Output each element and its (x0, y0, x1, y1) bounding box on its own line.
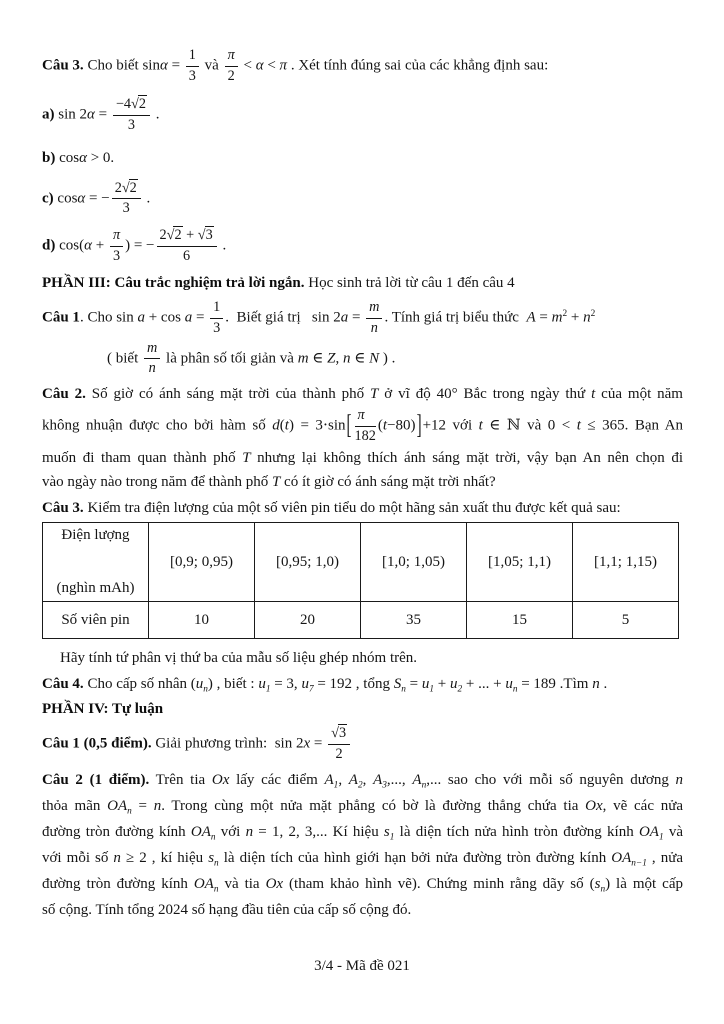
math-variable: π (227, 47, 235, 63)
subscript: n (600, 884, 606, 894)
math-variable: t (576, 417, 581, 434)
text-line: không nhuận được cho bởi hàm số d(t) = 3⋅sin[ $\frac{\pi}{182}$ (t−80)]+12 với t ∈ ℕ và 0 < t ≤ 365. Bạn An (42, 406, 683, 446)
bold-text: PHẦN III: Câu trắc nghiệm trả lời ngắn. (42, 275, 305, 292)
bold-text: b) (42, 149, 56, 166)
math-variable: m (297, 350, 309, 367)
text-line: Hãy tính tứ phân vị thứ ba của mẫu số liệu ghép nhóm trên. (60, 650, 418, 667)
square-root (122, 179, 138, 196)
math-variable: u (258, 676, 266, 693)
block-p4q1 (42, 724, 683, 764)
math-variable: t (591, 386, 596, 403)
subscript: 2 (457, 684, 463, 695)
math-variable: u (301, 676, 309, 693)
header-line-1: (nghìn mAh) (56, 580, 135, 597)
text-line: đường tròn đường kính $OA_n$ với n = 1, 2, 3,... Kí hiệu $s_1$ là diện tích nửa hình tròn đường kính $OA_1$ và (42, 823, 683, 842)
fraction (109, 227, 124, 264)
subscript: n (421, 780, 427, 790)
denominator: 182 (354, 427, 376, 444)
math-variable: π (357, 407, 365, 424)
count-cell-4: 5 (573, 602, 679, 639)
page-footer (0, 958, 724, 975)
superscript: 2 (590, 309, 596, 320)
math-variable: α (77, 190, 86, 207)
block-p3q4 (42, 672, 683, 696)
math-variable: Ox (211, 771, 230, 788)
math-variable: α (84, 237, 92, 254)
numerator: 2√2 (112, 180, 141, 200)
text-line: b) cosα > 0. (42, 149, 115, 166)
numerator (110, 227, 123, 247)
math-variable: α (159, 57, 168, 74)
numerator: −4√2 (113, 96, 150, 116)
subscript: n (401, 684, 406, 695)
math-variable: a (184, 309, 193, 326)
bold-text: Câu 4. (42, 676, 84, 693)
math-variable: n (148, 360, 156, 377)
math-variable: u (195, 676, 204, 693)
block-p3q3 (42, 496, 683, 520)
header-cell (43, 523, 149, 602)
bold-text: d) (42, 237, 56, 254)
radical-sign: √ (331, 725, 338, 742)
denominator: 3 (122, 200, 130, 217)
frequency-table (42, 522, 679, 639)
text-line: Câu 2. Số giờ có ánh sáng mặt trời của thành phố T ở vĩ độ 40° Bắc trong ngày thứ t của một năm (42, 386, 683, 403)
range-cell-0: [0,9; 0,95) (149, 523, 255, 602)
math-variable: s (594, 875, 601, 892)
block-q3c (42, 179, 683, 219)
block-p4head (42, 697, 683, 721)
subscript: n−1 (631, 858, 647, 868)
denominator: 2 (335, 746, 343, 763)
radical-sign: √ (121, 179, 129, 196)
math-variable: n (592, 676, 600, 693)
header-cell-inner (45, 525, 146, 599)
big-bracket: [ (346, 411, 352, 442)
numerator: 2√2 + √3 (157, 227, 217, 247)
radicand: 3 (338, 725, 347, 742)
fraction (224, 47, 239, 84)
math-variable: S (393, 676, 402, 693)
fraction (156, 227, 218, 264)
math-variable: t (382, 417, 388, 434)
math-variable: u (421, 676, 430, 693)
text-line (42, 697, 683, 721)
fraction (143, 340, 161, 377)
subscript: 2 (357, 780, 363, 790)
math-variable: N (369, 350, 380, 367)
text-line: Câu 1. Cho sin a + cos a = $\frac{1}{3}$ . Biết giá trị sin 2a = $\frac{m}{n}$ . Tính giá trị biểu thức $A = m^2 + n^2$ (42, 299, 596, 337)
subscript: 7 (308, 684, 314, 695)
subscript: 1 (429, 684, 435, 695)
denominator: 3 (188, 67, 196, 84)
math-variable: m (369, 299, 380, 316)
subscript: n (127, 806, 132, 816)
math-variable: α (87, 106, 95, 123)
math-variable: s (208, 849, 215, 866)
table-header-row (43, 523, 679, 602)
subscript: 1 (333, 780, 339, 790)
text-line: Câu 3. Cho biết sinα = $\frac{1}{3}$ và $\frac{\pi}{2}$ < α < π . Xét tính đúng sai của các khẳng định sau: (42, 47, 549, 84)
page-footer-text: 3/4 - Mã đề 021 (314, 958, 410, 974)
math-variable: α (255, 57, 264, 74)
math-variable: n (113, 849, 121, 866)
subscript: n (213, 884, 219, 894)
math-variable: u (449, 676, 458, 693)
math-variable: π (112, 227, 121, 244)
bold-text: Câu 2 (1 điểm). (42, 771, 150, 788)
math-variable: d (272, 417, 280, 434)
frequency-table-block (42, 522, 683, 639)
block-q3d (42, 226, 683, 266)
text-line: c) cosα = − $\frac{2√2}{3}$ . (42, 179, 151, 217)
denominator (366, 319, 382, 337)
math-variable: A (412, 771, 422, 788)
text-line: d) cos(α + $\frac{\pi}{3}$ ) = − $\frac{2√2 + √3}{6}$ . (42, 227, 227, 264)
fraction (354, 407, 377, 444)
bold-text: Câu 3. (42, 57, 84, 74)
denominator: 3 (127, 117, 135, 134)
fraction (112, 96, 151, 133)
denominator (144, 359, 160, 377)
block-p3q2 (42, 382, 683, 494)
radicand: 2 (138, 96, 146, 113)
range-cell-1: [0,95; 1,0) (255, 523, 361, 602)
subscript: n (203, 684, 208, 695)
count-cell-2: 35 (361, 602, 467, 639)
radical-sign: √ (197, 227, 205, 244)
bold-text: Câu 3. (42, 500, 84, 517)
block-p3q1note (42, 339, 683, 379)
math-variable: n (583, 309, 591, 326)
fraction (111, 180, 142, 217)
row-label-cell: Số viên pin (43, 602, 149, 639)
math-variable: n (675, 771, 684, 788)
block-q3b (42, 146, 683, 170)
text-line: thỏa mãn $OA_n = n$. Trong cùng một nửa mặt phẳng có bờ là đường thẳng chứa tia Ox, vẽ các nửa (42, 797, 684, 816)
text-line: ( biết $\frac{m}{n}$ là phân số tối giản và m ∈ Z, n ∈ N ) . (107, 339, 396, 377)
math-variable: t (478, 417, 483, 434)
math-variable: OA (190, 823, 211, 840)
math-variable: n (153, 797, 162, 814)
math-variable: T (242, 450, 251, 467)
text-line: số cộng. Tính tổng 2024 số hạng đầu tiên của cấp số cộng đó. (42, 901, 412, 918)
radicand: 3 (205, 227, 213, 244)
text-line: với mỗi số n ≥ 2 , kí hiệu $s_n$ là diện tích của hình giới hạn bởi nửa đường tròn đường kính $OA_{n-1}$ , nửa (42, 849, 683, 868)
fraction (209, 299, 224, 336)
range-cell-4: [1,1; 1,15) (573, 523, 679, 602)
range-cell-2: [1,0; 1,05) (361, 523, 467, 602)
subscript: 3 (382, 780, 387, 790)
math-variable: n (342, 350, 351, 367)
math-variable: T (370, 386, 379, 403)
math-variable: OA (107, 797, 128, 814)
table-count-row (43, 602, 679, 639)
block-p3q1 (42, 298, 683, 338)
subscript: n (512, 684, 518, 695)
text-line: a) sin 2α = $\frac{-4√2}{3}$ . (42, 96, 160, 134)
count-cell-0: 10 (149, 602, 255, 639)
header-line-0: Điện lượng (61, 527, 130, 544)
fraction (185, 47, 200, 84)
denominator: 6 (183, 247, 191, 264)
math-variable: n (370, 320, 378, 337)
numerator (225, 47, 238, 67)
bold-text: a) (42, 106, 55, 123)
text-line: Câu 4. Cho cấp số nhân $(u_n)$ , biết : $u_1 = 3$, $u_7 = 192$ , tổng $S_n = u_1 + u_2$ + ... + $u_n = 189$ .Tìm n . (42, 676, 608, 695)
square-root (167, 226, 183, 243)
radicand: 2 (174, 227, 182, 244)
math-variable: s (383, 823, 390, 840)
math-variable: a (340, 309, 349, 326)
fraction (365, 299, 383, 336)
superscript: 2 (562, 309, 568, 320)
radicand: 2 (129, 179, 137, 196)
numerator (328, 725, 350, 745)
text-line: PHẦN III: Câu trắc nghiệm trả lời ngắn. Học sinh trả lời từ câu 1 đến câu 4 (42, 275, 515, 292)
math-variable: Z (327, 350, 336, 367)
bold-text: PHẦN IV: Tự luận (42, 701, 164, 718)
math-variable: Ox (265, 875, 284, 892)
math-variable: OA (193, 875, 214, 892)
math-variable: Ox (585, 797, 603, 814)
math-variable: x (303, 736, 311, 753)
big-bracket: ] (416, 411, 422, 442)
numerator (366, 299, 382, 319)
numerator: 1 (186, 47, 199, 67)
math-variable: A (348, 771, 358, 788)
block-q3a (42, 95, 683, 135)
text-line: Câu 2 (1 điểm). Trên tia Ox lấy các điểm $A_1$, $A_2$, $A_3$,..., $A_n$,... sao cho với mỗi số nguyên dương n (42, 771, 684, 790)
bold-text: Câu 1 (0,5 điểm). (42, 736, 152, 753)
math-variable: A (373, 771, 383, 788)
math-variable: A (324, 771, 334, 788)
math-variable: OA (638, 823, 659, 840)
text-line: vào ngày nào trong năm để thành phố T có ít giờ có ánh sáng mặt trời nhất? (42, 474, 496, 491)
block-p3head (42, 271, 683, 295)
count-cell-3: 15 (467, 602, 573, 639)
text-line: Câu 3. Kiểm tra điện lượng của một số viên pin tiểu do một hãng sản xuất thu được kết quả sau: (42, 500, 621, 517)
denominator: 3 (213, 320, 221, 337)
subscript: n (210, 832, 216, 842)
frequency-table-body (43, 523, 679, 639)
subscript: 1 (389, 832, 395, 842)
fraction (327, 725, 351, 762)
bold-text: c) (42, 190, 54, 207)
denominator: 3 (112, 247, 121, 264)
denominator: 2 (227, 67, 235, 84)
range-cell-3: [1,05; 1,1) (467, 523, 573, 602)
math-variable: a (137, 309, 145, 326)
text-line: đường tròn đường kính $OA_n$ và tia Ox (tham khảo hình vẽ). Chứng minh rằng dãy số $(s_n)$ là một cấp (42, 875, 683, 894)
math-variable: OA (611, 849, 632, 866)
subscript: 1 (265, 684, 271, 695)
text-line: muốn đi tham quan thành phố T nhưng lại không thích ánh sáng mặt trời, vậy bạn An nên chọn đi (42, 450, 684, 467)
math-variable: A (526, 309, 536, 326)
bold-text: Câu 2. (42, 386, 86, 403)
bold-text: Câu 1 (42, 309, 80, 326)
numerator (144, 340, 160, 360)
math-variable: π (279, 57, 288, 74)
numerator: 1 (210, 299, 223, 319)
block-quartile (42, 646, 683, 670)
square-root (131, 95, 147, 112)
subscript: 1 (658, 832, 664, 842)
numerator (355, 407, 376, 427)
count-cell-1: 20 (255, 602, 361, 639)
text-line: Câu 1 (0,5 điểm). Giải phương trình: sin 2x = $\frac{√3}{2}$ (42, 724, 683, 764)
radical-sign: √ (131, 96, 138, 113)
math-variable: T (271, 474, 281, 491)
block-q3 (42, 46, 683, 86)
math-variable: t (284, 417, 289, 434)
radical-sign: √ (166, 227, 174, 244)
math-variable: u (505, 676, 513, 693)
square-root (331, 724, 347, 741)
square-root (198, 226, 214, 243)
math-variable: m (551, 309, 563, 326)
block-p4q2 (42, 767, 683, 923)
math-variable: α (79, 149, 87, 166)
subscript: n (214, 858, 219, 868)
math-variable: m (147, 339, 158, 356)
math-variable: n (245, 823, 254, 840)
